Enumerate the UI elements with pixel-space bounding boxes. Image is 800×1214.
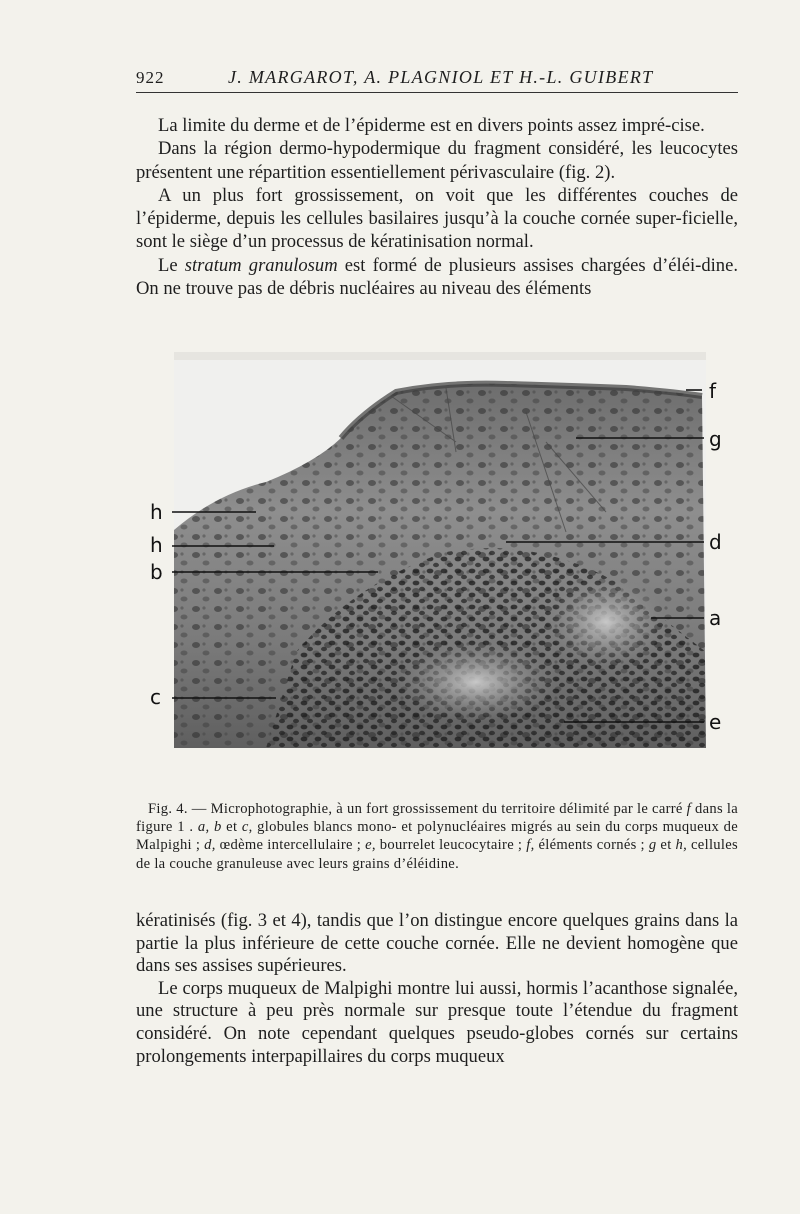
microphotograph-figure: [146, 352, 736, 778]
caption-part: éléments cornés ;: [534, 837, 649, 854]
caption-letter: a, b: [197, 819, 222, 836]
caption-letter: c: [241, 819, 249, 836]
caption-part: Microphotographie, à un fort grossissement du territoire délimité par le carré: [210, 801, 687, 817]
label-d: d: [709, 530, 722, 554]
paragraph-text: Le: [158, 254, 185, 276]
caption-letter: g: [648, 837, 657, 854]
caption-letter: d,: [204, 837, 216, 854]
caption-part: et: [221, 819, 242, 836]
running-head: [136, 66, 738, 93]
paragraph: Le corps muqueux de Malpighi montre lui aussi, hormis l’acanthose signalée, une structure à peu près normale sur presque toute l’étendue du fragment considéré. On note cependant quelques pseudo-globes cornés sur certains prolongements interpapillaires du corps muqueux: [136, 977, 738, 1067]
label-a: a: [709, 606, 722, 630]
microphotograph: [146, 352, 736, 778]
caption-part: dans la figure 1 .: [136, 801, 739, 836]
caption-letter: f: [686, 801, 692, 817]
paragraph-stratum: [136, 254, 738, 301]
caption-letter: f,: [526, 837, 535, 854]
label-c: c: [150, 685, 161, 709]
stratum-term: stratum granulosum: [184, 254, 338, 276]
label-b: b: [150, 560, 163, 584]
caption-dash: —: [187, 801, 211, 817]
label-g: g: [709, 427, 722, 451]
figure-caption: [136, 800, 738, 873]
caption-part: cellules de la couche granuleuse avec leurs grains d’éléidine.: [136, 837, 739, 872]
caption-letter: h,: [675, 837, 688, 854]
caption-part: et: [656, 837, 676, 854]
caption-part: , globules blancs mono- et polynucléaires migrés au sein du corps muqueux de Malpighi ;: [136, 819, 739, 854]
label-f: f: [709, 379, 717, 403]
label-h-lower: h: [150, 533, 163, 557]
page-number: 922: [136, 68, 165, 87]
paragraph-text: est formé de plusieurs assises chargées d’éléi-dine. On ne trouve pas de débris nucléaires au niveau des éléments: [136, 254, 738, 300]
caption-text: [136, 800, 738, 873]
caption-part: bourrelet leucocytaire ;: [375, 837, 527, 854]
paragraph: kératinisés (fig. 3 et 4), tandis que l’on distingue encore quelques grains dans la partie la plus inférieure de cette couche cornée. Elle ne devient homogène que dans ses assises supérieures.: [136, 910, 738, 977]
caption-fig-label: Fig. 4.: [148, 801, 188, 817]
label-e: e: [709, 710, 722, 734]
caption-part: œdème intercellulaire ;: [215, 837, 366, 854]
label-h-upper: h: [150, 500, 163, 524]
paragraph: La limite du derme et de l’épiderme est en divers points assez impré-cise.: [158, 115, 705, 136]
bottom-text-block: [136, 910, 738, 1068]
caption-letter: e,: [365, 837, 376, 854]
paragraph: A un plus fort grossissement, on voit que les différentes couches de l’épiderme, depuis les cellules basilaires jusqu’à la couche cornée super-ficielle, sont le siège d’un processus de kératinisation normal.: [136, 184, 738, 253]
top-text-block: [136, 114, 738, 300]
paragraph: Dans la région dermo-hypodermique du fragment considéré, les leucocytes présentent une répartition essentiellement périvasculaire (fig. 2).: [136, 138, 738, 183]
running-title: J. MARGAROT, A. PLAGNIOL ET H.-L. GUIBERT: [228, 67, 654, 87]
